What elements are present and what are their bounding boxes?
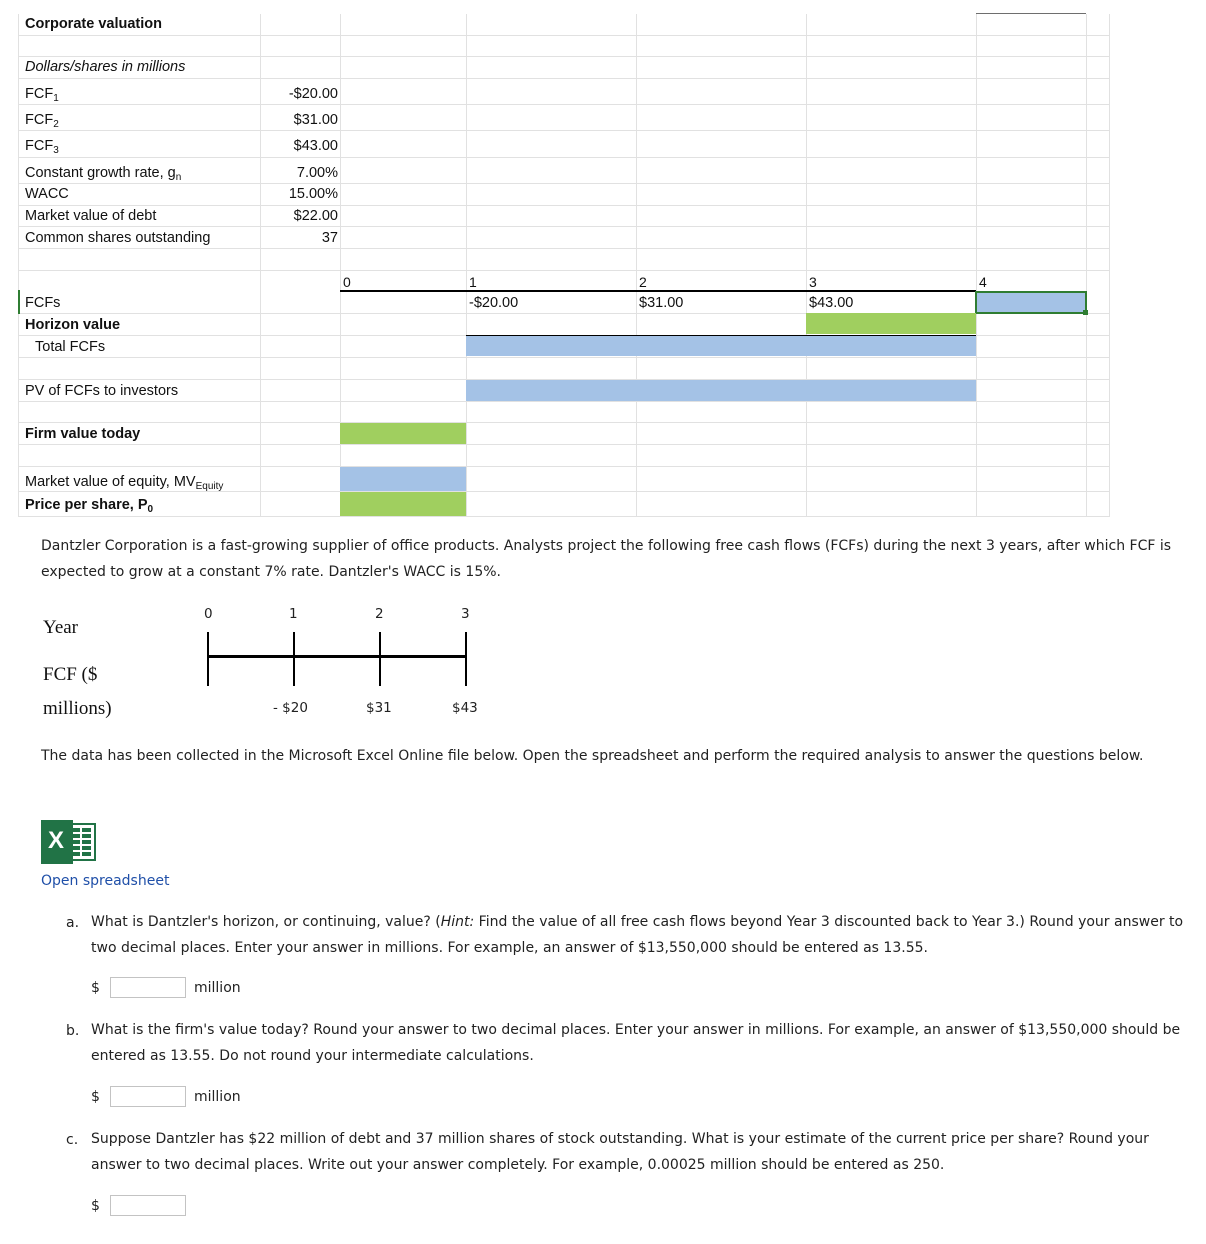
timeline-year-0: 0 — [204, 606, 213, 622]
fcfs-year3[interactable]: $43.00 — [809, 295, 854, 311]
question-a-letter: a. — [66, 915, 80, 931]
fcf1-value[interactable]: -$20.00 — [288, 86, 338, 102]
mv-equity-input-cell[interactable] — [340, 467, 466, 491]
year-2-header: 2 — [639, 274, 647, 290]
fcf3-label: $FCF_3$ — [25, 138, 59, 156]
growth-rate-label: Constant growth rate, $g_n$ — [25, 165, 182, 183]
fcf1-label: $FCF_1$ — [25, 86, 59, 104]
growth-rate-value[interactable]: 7.00% — [296, 165, 338, 181]
total-fcfs-input-cells[interactable] — [466, 335, 976, 356]
question-a-currency: $ — [91, 980, 100, 996]
open-spreadsheet-link[interactable]: Open spreadsheet — [41, 873, 170, 889]
wacc-value[interactable]: 15.00% — [288, 186, 338, 202]
year-3-header: 3 — [809, 274, 817, 290]
total-fcfs-label: Total FCFs — [35, 339, 106, 355]
fcf3-value[interactable]: $43.00 — [293, 138, 338, 154]
timeline-year-label: Year — [43, 617, 79, 638]
sheet-title: Corporate valuation — [25, 16, 162, 32]
question-c-text: Suppose Dantzler has $22 million of debt and 37 million shares of stock outstanding. What is your estimate of the current price per share? Round your answer to two decimal places. Write out your answer completely. For example, 0.00025 million should be entered as 250. — [91, 1131, 1149, 1173]
question-b-text: What is the firm's value today? Round your answer to two decimal places. Enter your answer in millions. For example, an answer of $13,550,000 should be entered as 13.55. Do not round your intermediate calculations. — [91, 1022, 1181, 1064]
question-a-text: What is Dantzler's horizon, or continuing, value? (Hint: Find the value of all free cash flows beyond Year 3 discounted back to Year 3.) Round your answer to two decimal places. Enter your answer in millions. For example, an answer of $13,550,000 should be entered as 13.55. — [91, 914, 1184, 956]
year-0-header: 0 — [343, 274, 351, 290]
question-a-unit: million — [194, 980, 241, 996]
fcfs-year4-input-cell[interactable] — [976, 292, 1086, 313]
year-4-header: 4 — [979, 274, 987, 290]
problem-intro: Dantzler Corporation is a fast-growing supplier of office products. Analysts project the following free cash flows (FCFs) during the next 3 years, after which FCF is expected to grow at a constant 7% rate. Dantzler's WACC is 15%. — [41, 538, 1172, 580]
question-b-currency: $ — [91, 1089, 100, 1105]
firm-value-label: Firm value today — [25, 426, 141, 442]
timeline-year-2: 2 — [375, 606, 384, 622]
debt-value[interactable]: $22.00 — [293, 208, 338, 224]
question-c-currency: $ — [91, 1198, 100, 1214]
timeline-fcf-1: - $20 — [273, 700, 308, 716]
fcfs-row-label: FCFs — [25, 295, 61, 311]
wacc-label: WACC — [25, 186, 69, 202]
fcf2-label: $FCF_2$ — [25, 112, 59, 130]
timeline-fcf-label-line1: FCF ($ — [43, 664, 98, 685]
spreadsheet — [18, 0, 1110, 516]
mv-equity-label: Market value of equity, $MV_{Equity}$ — [25, 474, 224, 492]
excel-icon[interactable]: X — [41, 820, 97, 864]
fcf2-value[interactable]: $31.00 — [293, 112, 338, 128]
firm-value-answer-input[interactable] — [110, 1086, 186, 1107]
pv-fcfs-input-cells[interactable] — [466, 380, 976, 401]
fcfs-year1[interactable]: -$20.00 — [469, 295, 519, 311]
timeline-fcf-label-line2: millions) — [43, 698, 112, 719]
price-per-share-answer-input[interactable] — [110, 1195, 186, 1216]
timeline-fcf-3: $43 — [452, 700, 478, 716]
pv-fcfs-label: PV of FCFs to investors — [25, 383, 179, 399]
timeline-year-3: 3 — [461, 606, 470, 622]
fcfs-year2[interactable]: $31.00 — [639, 295, 684, 311]
horizon-value-label: Horizon value — [25, 317, 121, 333]
timeline-fcf-2: $31 — [366, 700, 392, 716]
debt-label: Market value of debt — [25, 208, 157, 224]
data-note: The data has been collected in the Microsoft Excel Online file below. Open the spreadsheet and perform the required analysis to answer the questions below. — [41, 748, 1144, 764]
units-note: Dollars/shares in millions — [25, 59, 186, 75]
price-per-share-input-cell[interactable] — [340, 492, 466, 516]
firm-value-input-cell[interactable] — [340, 423, 466, 444]
question-b-unit: million — [194, 1089, 241, 1105]
shares-value[interactable]: 37 — [321, 230, 338, 246]
horizon-value-input-cell[interactable] — [806, 313, 976, 334]
year-1-header: 1 — [469, 274, 477, 290]
timeline-year-1: 1 — [289, 606, 298, 622]
horizon-value-answer-input[interactable] — [110, 977, 186, 998]
shares-label: Common shares outstanding — [25, 230, 211, 246]
question-c-letter: c. — [66, 1132, 79, 1148]
question-b-letter: b. — [66, 1023, 80, 1039]
price-per-share-label: Price per share, $P_0$ — [25, 497, 154, 515]
